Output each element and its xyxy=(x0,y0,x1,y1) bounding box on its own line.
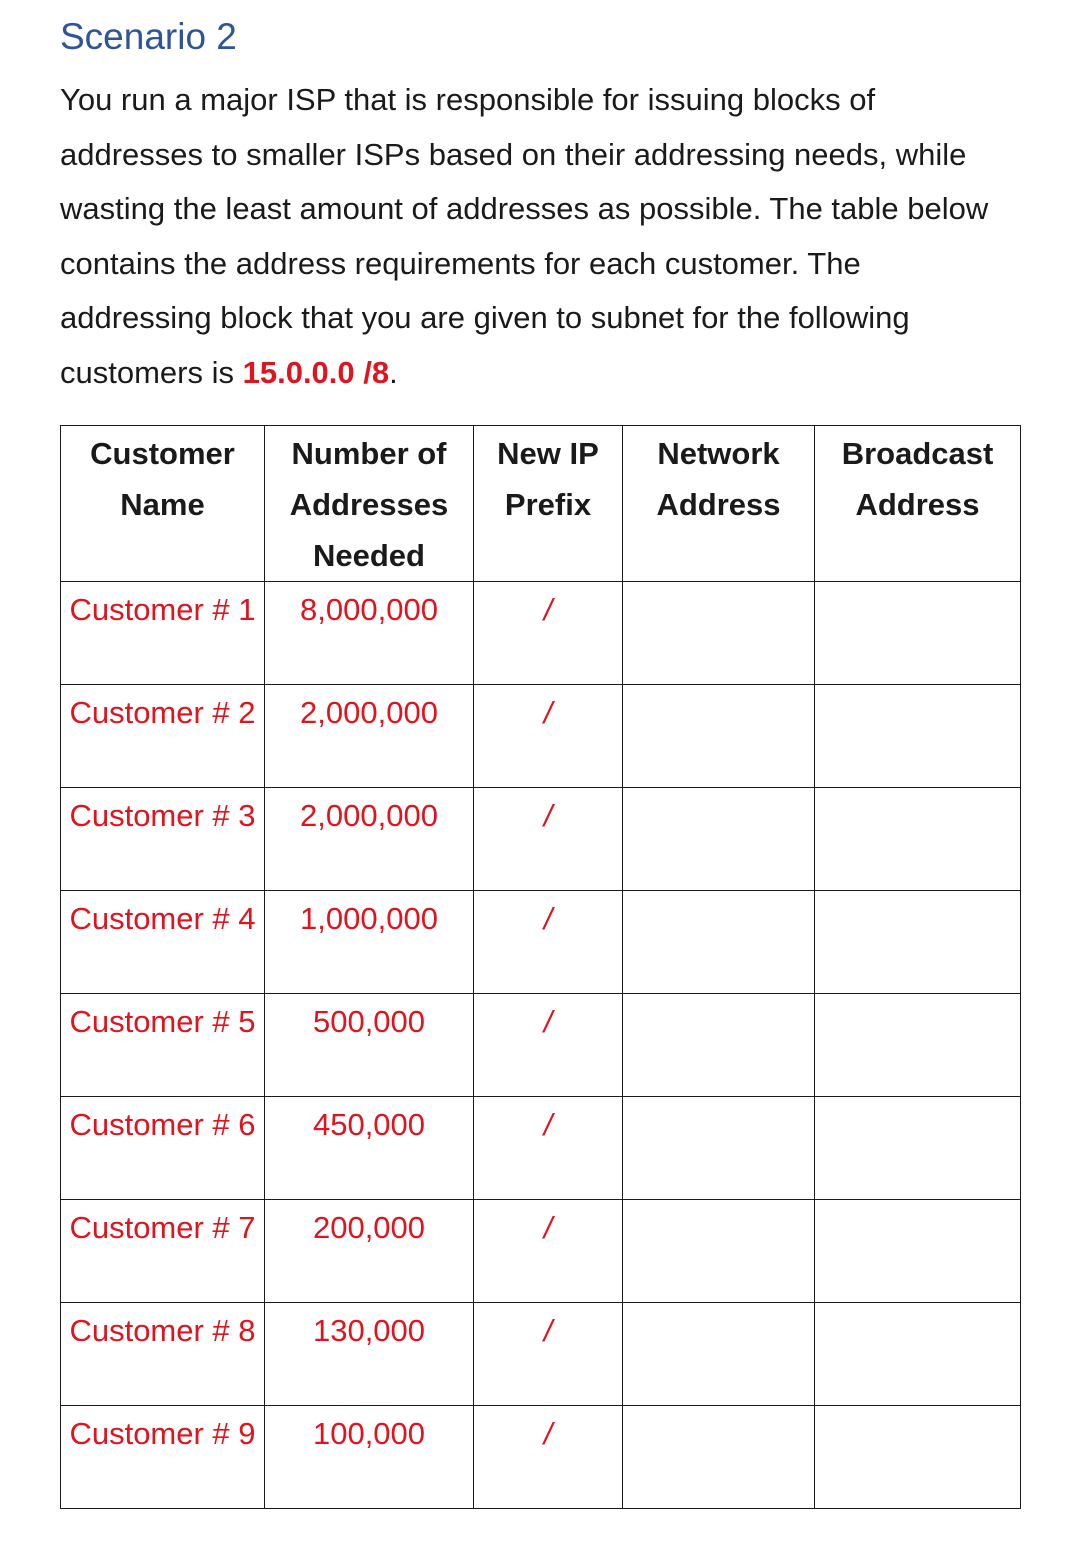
header-new-ip-prefix: New IP Prefix xyxy=(474,426,623,582)
addresses-needed-cell: 130,000 xyxy=(265,1303,474,1406)
table-row xyxy=(61,788,1021,891)
broadcast-address-cell[interactable] xyxy=(815,994,1021,1097)
table-row xyxy=(61,582,1021,685)
header-customer-name: Customer Name xyxy=(61,426,265,582)
customer-name-cell: Customer # 6 xyxy=(61,1097,265,1200)
customer-name-cell: Customer # 2 xyxy=(61,685,265,788)
new-ip-prefix-cell[interactable]: / xyxy=(474,1303,623,1406)
broadcast-address-cell[interactable] xyxy=(815,891,1021,994)
customer-name-cell: Customer # 4 xyxy=(61,891,265,994)
new-ip-prefix-cell[interactable]: / xyxy=(474,1406,623,1509)
new-ip-prefix-cell[interactable]: / xyxy=(474,994,623,1097)
network-address-cell[interactable] xyxy=(623,685,815,788)
broadcast-address-cell[interactable] xyxy=(815,685,1021,788)
scenario-text: You run a major ISP that is responsible for issuing blocks of addresses to smaller ISPs based on their addressing needs, while wasting the least amount of addresses as possible. The table below contains the address requirements for each customer. The addressing block that you are given to subnet for the following customers is xyxy=(60,82,989,390)
broadcast-address-cell[interactable] xyxy=(815,582,1021,685)
addresses-needed-cell: 1,000,000 xyxy=(265,891,474,994)
network-address-cell[interactable] xyxy=(623,1303,815,1406)
new-ip-prefix-cell[interactable]: / xyxy=(474,582,623,685)
broadcast-address-cell[interactable] xyxy=(815,1200,1021,1303)
scenario-text-end: . xyxy=(389,354,398,390)
addresses-needed-cell: 100,000 xyxy=(265,1406,474,1509)
header-addresses-needed: Number of Addresses Needed xyxy=(265,426,474,582)
table-row xyxy=(61,1406,1021,1509)
network-address-cell[interactable] xyxy=(623,1200,815,1303)
addresses-needed-cell: 2,000,000 xyxy=(265,788,474,891)
addresses-needed-cell: 2,000,000 xyxy=(265,685,474,788)
scenario-description xyxy=(60,73,1020,400)
address-block: 15.0.0.0 /8 xyxy=(242,354,390,390)
network-address-cell[interactable] xyxy=(623,1097,815,1200)
customer-name-cell: Customer # 9 xyxy=(61,1406,265,1509)
network-address-cell[interactable] xyxy=(623,891,815,994)
new-ip-prefix-cell[interactable]: / xyxy=(474,788,623,891)
table-row xyxy=(61,994,1021,1097)
table-row xyxy=(61,891,1021,994)
addresses-needed-cell: 500,000 xyxy=(265,994,474,1097)
addresses-needed-cell: 8,000,000 xyxy=(265,582,474,685)
network-address-cell[interactable] xyxy=(623,1406,815,1509)
table-row xyxy=(61,1303,1021,1406)
network-address-cell[interactable] xyxy=(623,994,815,1097)
broadcast-address-cell[interactable] xyxy=(815,1097,1021,1200)
table-row xyxy=(61,1200,1021,1303)
new-ip-prefix-cell[interactable]: / xyxy=(474,891,623,994)
customer-name-cell: Customer # 1 xyxy=(61,582,265,685)
customer-name-cell: Customer # 7 xyxy=(61,1200,265,1303)
page-title: Scenario 2 xyxy=(60,16,237,57)
broadcast-address-cell[interactable] xyxy=(815,788,1021,891)
network-address-cell[interactable] xyxy=(623,582,815,685)
customer-name-cell: Customer # 5 xyxy=(61,994,265,1097)
header-broadcast-address: Broadcast Address xyxy=(815,426,1021,582)
header-network-address: Network Address xyxy=(623,426,815,582)
addresses-needed-cell: 450,000 xyxy=(265,1097,474,1200)
address-requirements-table xyxy=(60,425,1021,1509)
new-ip-prefix-cell[interactable]: / xyxy=(474,1200,623,1303)
table-row xyxy=(61,685,1021,788)
table-row xyxy=(61,1097,1021,1200)
customer-name-cell: Customer # 3 xyxy=(61,788,265,891)
new-ip-prefix-cell[interactable]: / xyxy=(474,1097,623,1200)
addresses-needed-cell: 200,000 xyxy=(265,1200,474,1303)
new-ip-prefix-cell[interactable]: / xyxy=(474,685,623,788)
network-address-cell[interactable] xyxy=(623,788,815,891)
broadcast-address-cell[interactable] xyxy=(815,1406,1021,1509)
broadcast-address-cell[interactable] xyxy=(815,1303,1021,1406)
table-header-row xyxy=(61,426,1021,582)
customer-name-cell: Customer # 8 xyxy=(61,1303,265,1406)
